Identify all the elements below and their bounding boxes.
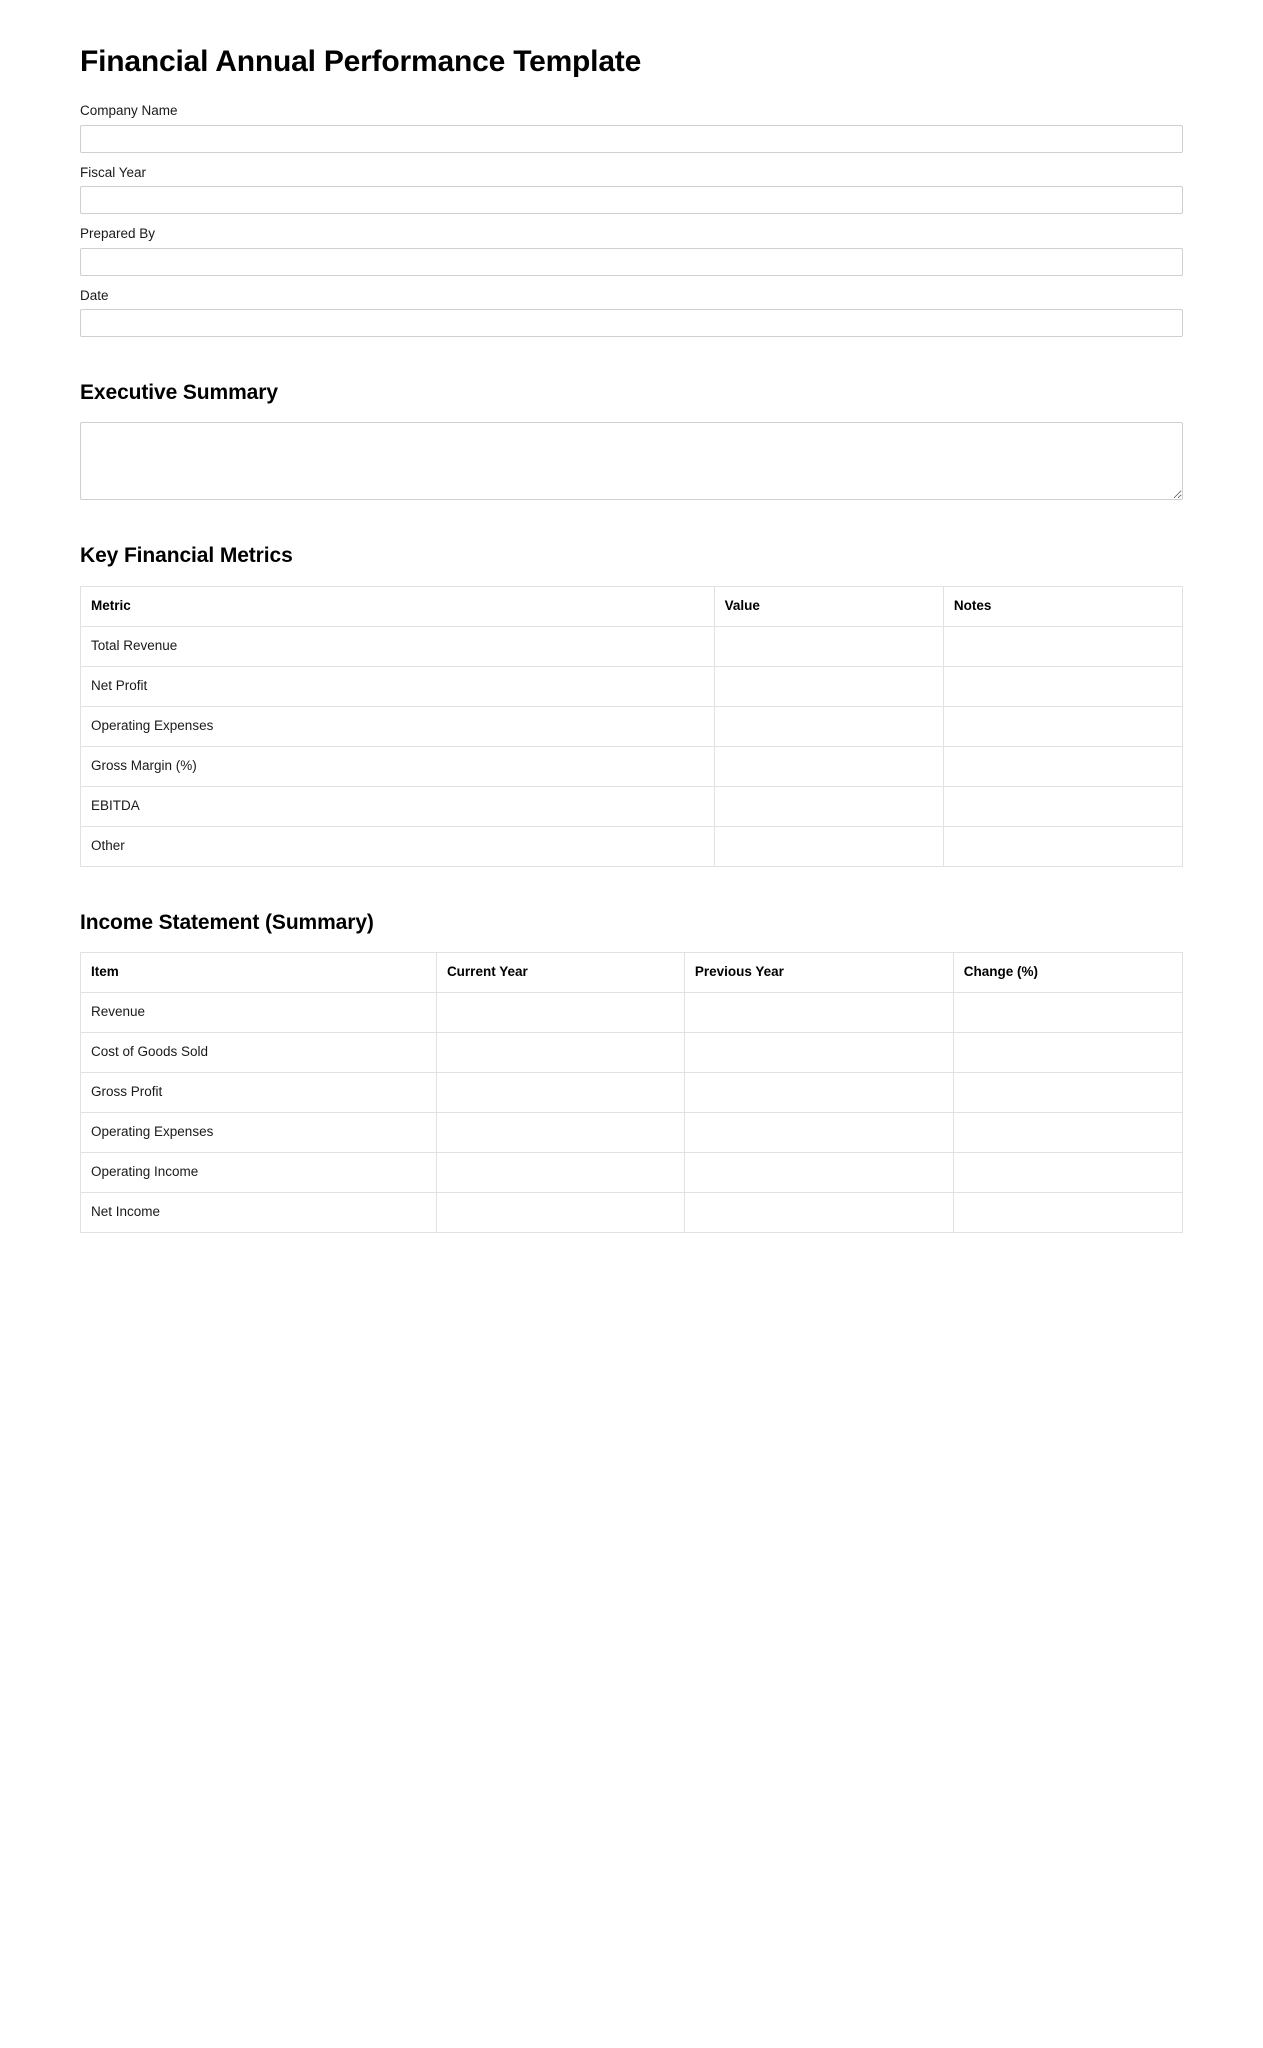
metric-name-cell: Total Revenue [81, 626, 715, 666]
field-group-prepared-by [80, 225, 1183, 276]
column-header-value: Value [714, 586, 943, 626]
income-previous-year-cell[interactable] [684, 992, 953, 1032]
metric-name-cell: EBITDA [81, 786, 715, 826]
income-item-cell: Net Income [81, 1192, 437, 1232]
page-title: Financial Annual Performance Template [80, 45, 642, 78]
income-statement-table [80, 952, 1183, 1233]
section-title-income-statement: Income Statement (Summary) [80, 910, 374, 934]
income-previous-year-cell[interactable] [684, 1152, 953, 1192]
income-item-cell: Revenue [81, 992, 437, 1032]
income-current-year-cell[interactable] [436, 1072, 684, 1112]
metric-name-cell: Other [81, 826, 715, 866]
metric-value-cell[interactable] [714, 826, 943, 866]
income-current-year-cell[interactable] [436, 1192, 684, 1232]
key-financial-metrics-table [80, 586, 1183, 867]
field-group-company-name [80, 102, 1183, 153]
fiscal-year-input[interactable] [80, 186, 1183, 214]
metric-value-cell[interactable] [714, 746, 943, 786]
table-row [81, 1112, 1183, 1152]
column-header-change-pct: Change (%) [953, 952, 1182, 992]
income-change-pct-cell[interactable] [953, 1072, 1182, 1112]
company-name-input[interactable] [80, 125, 1183, 153]
table-row [81, 1152, 1183, 1192]
income-change-pct-cell[interactable] [953, 1112, 1182, 1152]
prepared-by-input[interactable] [80, 248, 1183, 276]
table-row [81, 992, 1183, 1032]
table-row [81, 826, 1183, 866]
income-table-head [81, 952, 1183, 992]
label-fiscal-year: Fiscal Year [80, 164, 147, 180]
income-change-pct-cell[interactable] [953, 1152, 1182, 1192]
page-bottom-whitespace [80, 1233, 1183, 1993]
metrics-table-head [81, 586, 1183, 626]
table-row [81, 1072, 1183, 1112]
table-header-row [81, 586, 1183, 626]
income-item-cell: Cost of Goods Sold [81, 1032, 437, 1072]
income-current-year-cell[interactable] [436, 1112, 684, 1152]
metric-name-cell: Operating Expenses [81, 706, 715, 746]
metric-name-cell: Gross Margin (%) [81, 746, 715, 786]
column-header-notes: Notes [943, 586, 1182, 626]
income-item-cell: Operating Income [81, 1152, 437, 1192]
metric-name-cell: Net Profit [81, 666, 715, 706]
table-row [81, 746, 1183, 786]
date-input[interactable] [80, 309, 1183, 337]
income-current-year-cell[interactable] [436, 992, 684, 1032]
section-title-key-financial-metrics: Key Financial Metrics [80, 544, 293, 568]
income-change-pct-cell[interactable] [953, 1032, 1182, 1072]
metric-notes-cell[interactable] [943, 746, 1182, 786]
table-row [81, 666, 1183, 706]
column-header-metric: Metric [81, 586, 715, 626]
header-fields [80, 102, 1183, 337]
table-row [81, 706, 1183, 746]
table-row [81, 1032, 1183, 1072]
metric-value-cell[interactable] [714, 706, 943, 746]
income-previous-year-cell[interactable] [684, 1112, 953, 1152]
executive-summary-textarea[interactable] [80, 422, 1183, 500]
label-company-name: Company Name [80, 103, 178, 118]
income-change-pct-cell[interactable] [953, 992, 1182, 1032]
field-group-date [80, 287, 1183, 338]
table-row [81, 626, 1183, 666]
income-current-year-cell[interactable] [436, 1032, 684, 1072]
table-row [81, 786, 1183, 826]
column-header-item: Item [81, 952, 437, 992]
column-header-current-year: Current Year [436, 952, 684, 992]
income-item-cell: Gross Profit [81, 1072, 437, 1112]
metric-notes-cell[interactable] [943, 826, 1182, 866]
label-date: Date [80, 287, 109, 303]
income-table-body [81, 992, 1183, 1232]
income-item-cell: Operating Expenses [81, 1112, 437, 1152]
metric-value-cell[interactable] [714, 786, 943, 826]
field-group-fiscal-year [80, 164, 1183, 215]
column-header-previous-year: Previous Year [684, 952, 953, 992]
metric-notes-cell[interactable] [943, 626, 1182, 666]
table-row [81, 1192, 1183, 1232]
metric-notes-cell[interactable] [943, 666, 1182, 706]
metrics-table-body [81, 626, 1183, 866]
income-current-year-cell[interactable] [436, 1152, 684, 1192]
income-previous-year-cell[interactable] [684, 1032, 953, 1072]
metric-notes-cell[interactable] [943, 706, 1182, 746]
metric-value-cell[interactable] [714, 626, 943, 666]
metric-value-cell[interactable] [714, 666, 943, 706]
section-title-executive-summary: Executive Summary [80, 381, 278, 405]
metric-notes-cell[interactable] [943, 786, 1182, 826]
table-header-row [81, 952, 1183, 992]
income-previous-year-cell[interactable] [684, 1192, 953, 1232]
income-change-pct-cell[interactable] [953, 1192, 1182, 1232]
label-prepared-by: Prepared By [80, 226, 156, 242]
income-previous-year-cell[interactable] [684, 1072, 953, 1112]
